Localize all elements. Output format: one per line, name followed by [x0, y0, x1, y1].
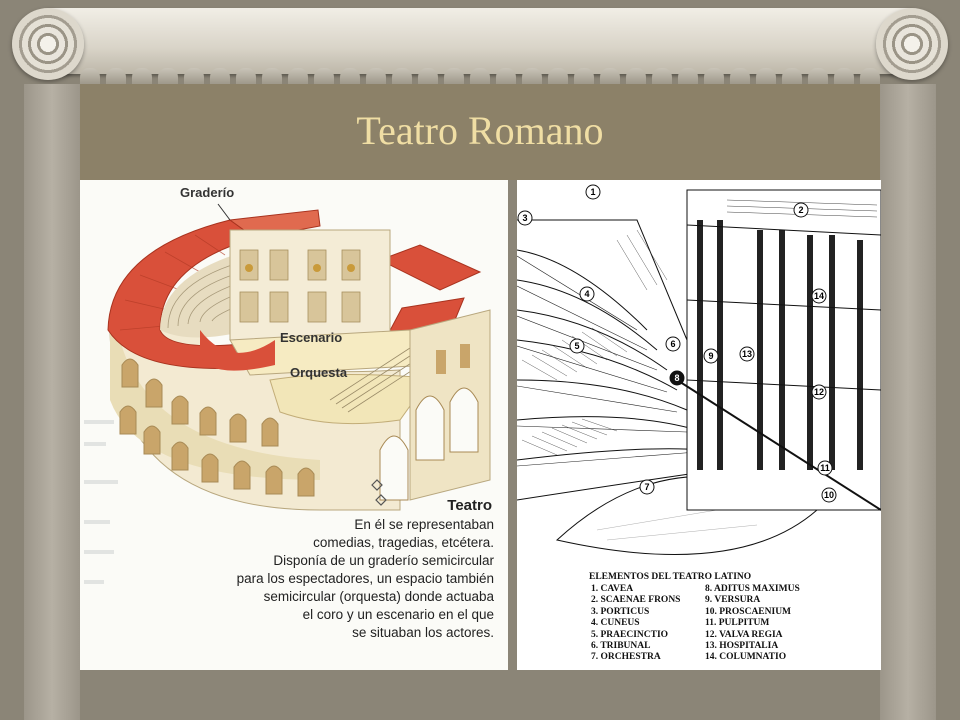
caption-heading: Teatro	[447, 497, 492, 514]
legend-item: 2. SCAENAE FRONS	[591, 595, 681, 606]
legend-column-1	[591, 584, 680, 664]
marker-8: 8	[674, 373, 680, 383]
legend-item: 7. ORCHESTRA	[591, 652, 661, 663]
legend-item: 1. CAVEA	[591, 584, 634, 594]
ionic-capital-frame	[20, 8, 940, 74]
marker-14: 14	[813, 291, 825, 301]
marker-6: 6	[670, 339, 676, 349]
caption-line: para los espectadores, un espacio también	[236, 571, 494, 586]
orquesta-label: Orquesta	[290, 365, 348, 380]
legend-item: 10. PROSCAENIUM	[705, 606, 792, 617]
legend-column-2	[705, 584, 800, 664]
legend-item: 4. CUNEUS	[591, 618, 640, 629]
marker-11: 11	[820, 463, 830, 473]
title-panel	[80, 84, 880, 180]
legend-item: 11. PULPITUM	[705, 618, 770, 629]
theatre-engraving-illustration	[517, 180, 881, 670]
escenario-label: Escenario	[280, 330, 343, 345]
legend-item: 6. TRIBUNAL	[591, 641, 651, 652]
theatre-cutaway-illustration	[80, 180, 508, 670]
legend-item: 3. PORTICUS	[591, 606, 650, 617]
marker-10: 10	[823, 490, 835, 500]
marker-3: 3	[522, 213, 528, 223]
legend-item: 13. HOSPITALIA	[705, 641, 779, 652]
marker-1: 1	[590, 187, 596, 197]
caption-line: comedias, tragedias, etcétera.	[313, 535, 494, 550]
caption-line: semicircular (orquesta) donde actuaba	[263, 589, 494, 604]
marker-5: 5	[574, 341, 580, 351]
right-volute-ornament	[876, 8, 948, 80]
legend-item: 12. VALVA REGIA	[705, 629, 783, 640]
marker-9: 9	[708, 351, 714, 361]
right-column	[880, 84, 936, 720]
marker-4: 4	[584, 289, 590, 299]
legend-item: 9. VERSURA	[705, 595, 761, 606]
slide-title: Teatro Romano	[356, 108, 604, 153]
caption-line: el coro y un escenario en el que	[302, 607, 494, 622]
marker-2: 2	[798, 205, 804, 215]
teatro-caption	[204, 496, 494, 642]
marker-7: 7	[644, 482, 650, 492]
caption-line: se situaban los actores.	[352, 625, 494, 640]
legend-title: ELEMENTOS DEL TEATRO LATINO	[589, 572, 752, 582]
left-volute-ornament	[12, 8, 84, 80]
legend-item: 8. ADITUS MAXIMUS	[705, 584, 800, 594]
marker-12: 12	[813, 387, 825, 397]
dentil-molding	[80, 68, 880, 84]
graderio-label: Graderío	[180, 185, 235, 200]
caption-line: Disponía de un graderío semicircular	[273, 553, 494, 568]
caption-line: En él se representaban	[354, 517, 494, 532]
legend-item: 5. PRAECINCTIO	[591, 629, 669, 640]
left-column	[24, 84, 80, 720]
legend-item: 14. COLUMNATIO	[705, 652, 787, 663]
marker-13: 13	[741, 349, 753, 359]
